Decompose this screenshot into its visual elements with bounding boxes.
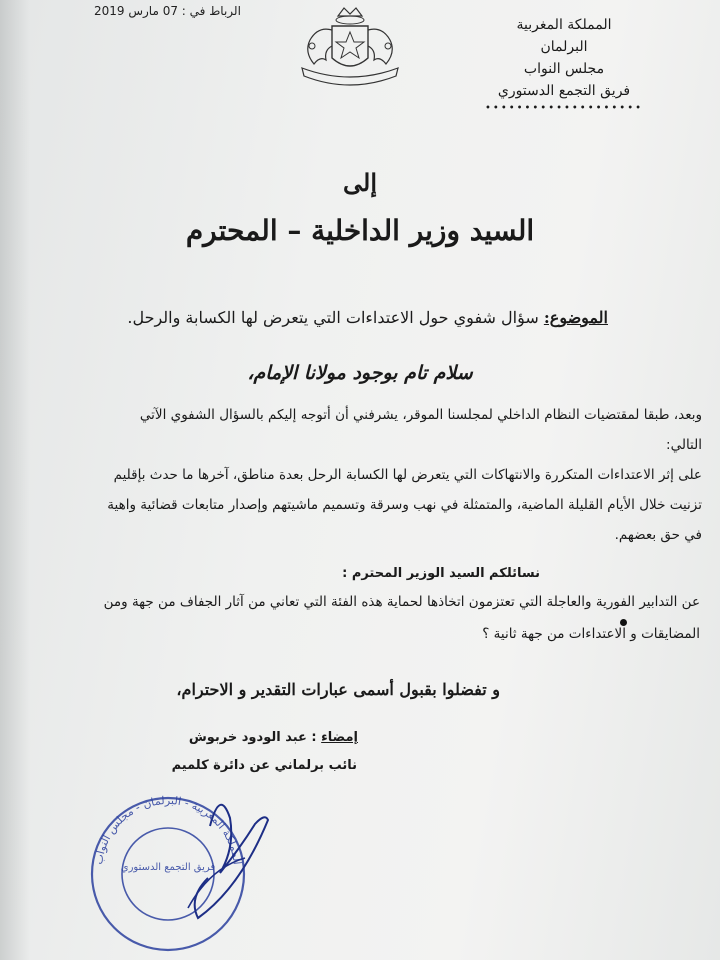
- recipient-title: السيد وزير الداخلية – المحترم: [185, 214, 535, 247]
- recipient-to: إلى: [343, 168, 377, 197]
- bullet-icon: [620, 619, 627, 626]
- header-kingdom: المملكة المغربية: [516, 17, 612, 33]
- stamp-inner-text: فريق التجمع الدستوري: [120, 862, 216, 873]
- question-intro: نسائلكم السيد الوزير المحترم :: [342, 566, 540, 581]
- sender-header: [464, 14, 664, 120]
- subject-label: الموضوع:: [543, 308, 608, 327]
- context-paragraph: على إثر الاعتداءات المتكررة والانتهاكات التي يتعرض لها الكسابة الرحل بعدة مناطق، آخرها ما حدث بإقليم تزنيت خلال الأيام القليلة الماضية، والمتمثلة في نهب وسرقة وتسميم ماشيتهم وإصدار متابعات قضائية واهية في حق بعضهم.: [107, 467, 702, 543]
- signature-name: : عبد الودود خربوش: [188, 730, 322, 745]
- signature-title: نائب برلماني عن دائرة كلميم: [171, 758, 357, 773]
- signature-name-line: [88, 730, 358, 745]
- question-text: عن التدابير الفورية والعاجلة التي تعتزمون اتخاذها لحماية هذه الفئة التي تعاني من آثار الجفاف من جهة ومن المضايقات و الاعتداءات من جهة ثانية ؟: [103, 594, 700, 642]
- salutation: سلام تام بوجود مولانا الإمام،: [247, 362, 473, 384]
- closing-line: و تفضلوا بقبول أسمى عبارات التقدير و الاحترام،: [176, 680, 500, 699]
- signature-label: إمضاء: [321, 730, 358, 745]
- page-shadow: [0, 0, 30, 960]
- stamp-outer-text: المملكة المغربية - البرلمان - مجلس النواب: [92, 793, 244, 866]
- subject-text: سؤال شفوي حول الاعتداءات التي يتعرض لها الكسابة والرحل.: [127, 308, 544, 327]
- official-stamp: [70, 778, 270, 958]
- header-dots: ••••••••••••••••••••: [485, 103, 643, 114]
- header-group: فريق التجمع الدستوري: [497, 83, 631, 99]
- subject-line: [127, 308, 608, 327]
- header-house: مجلس النواب: [523, 61, 605, 77]
- moroccan-coat-of-arms-icon: [288, 6, 412, 98]
- header-parliament: البرلمان: [540, 39, 588, 55]
- intro-paragraph: وبعد، طبقا لمقتضيات النظام الداخلي لمجلسنا الموقر، يشرفني أن أتوجه إليكم بالسؤال الشفوي الآتي التالي:: [139, 407, 702, 453]
- letter-date: الرباط في : 07 مارس 2019: [94, 4, 241, 18]
